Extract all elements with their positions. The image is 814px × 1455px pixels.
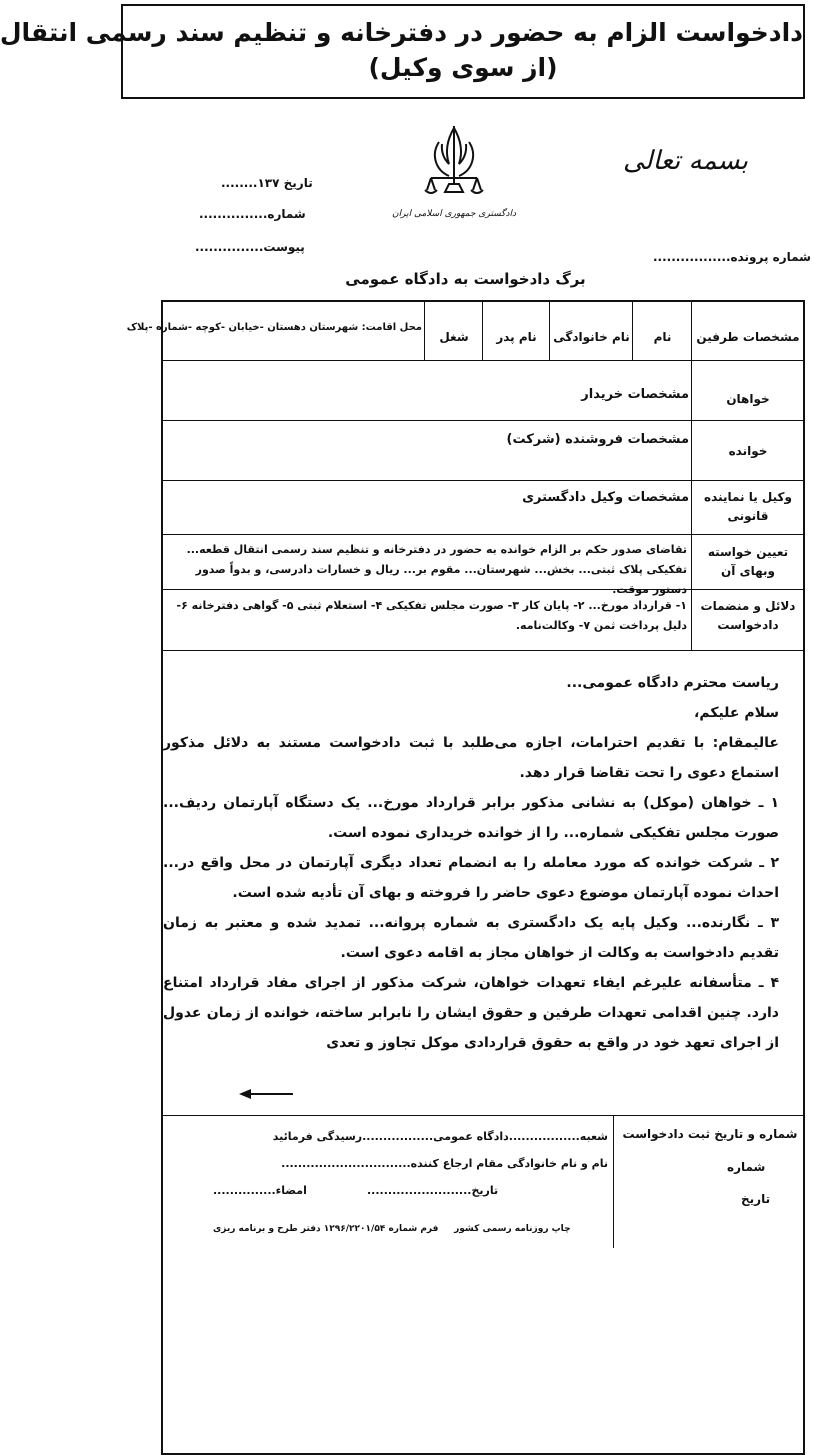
emblem-caption: دادگستری جمهوری اسلامی ایران [392,209,516,219]
divider [161,1115,805,1116]
footer-column-divider [613,1115,614,1248]
letter-paragraph: ۴ ـ متأسفانه علیرغم ایفاء تعهدات خواهان، شرکت مذکور از اجرای مفاد قرارداد امتناع دارد. چنین اقدامی تعهدات طرفین و حقوق ایشان را نابرابر ساخته، خوانده از زمان عدول از اجرای تعهد خود در واقع به حقوق قراردادی موکل تجاوز و تعدی [163,975,779,1051]
letter-paragraph: ۳ ـ نگارنده... وکیل پایه یک دادگستری به شماره پروانه... تمدید شده و معتبر به زمان تقدیم دادخواست به وکالت از خواهان مجاز به اقامه دعوی است. [163,915,779,961]
date-label: تاریخ [283,176,313,190]
header-residence: محل اقامت: شهرستان دهستان -خیابان -کوچه -شماره -پلاک [126,322,422,333]
row-lawyer-label: وکیل یا نماینده قانونی [704,490,792,523]
divider [549,300,550,360]
case-number-line: شماره پرونده................. [653,250,811,264]
row-lawyer-value: مشخصات وکیل دادگستری [522,490,689,505]
attachment-line: پیوست............... [195,240,305,254]
letter-paragraph: ۲ ـ شرکت خوانده که مورد معامله را به انضمام تعداد دیگری آپارتمان در محل واقع در... احداث نموده آپارتمان موضوع دعوی حاضر را فروخته و بهای آن تأدیه شده است. [163,855,779,901]
header-job: شغل [439,330,469,344]
row-plaintiff-value: مشخصات خریدار [581,387,689,402]
divider [424,300,425,360]
motto: بسمه تعالی [623,146,748,176]
iran-emblem-icon [392,120,516,235]
row-evidence-value: ۱- قرارداد مورخ... ۲- پایان کار ۳- صورت مجلس تفکیکی ۴- استعلام ثبتی ۵- گواهی دفترخانه ۶- دلیل پرداخت ثمن ۷- وکالت‌نامه. [176,599,687,632]
letter-paragraph: ۱ ـ خواهان (موکل) به نشانی مذکور برابر قرارداد مورخ... یک دستگاه آپارتمان ردیف... صورت مجلس تفکیکی شماره... را از خوانده خریداری نموده است. [163,795,779,841]
row-claim-value: تقاضای صدور حکم بر الزام خوانده به حضور در دفترخانه و تنظیم سند رسمی انتقال قطعه... تفکیکی پلاک ثبتی... بخش... شهرستان... مقوم بر... ریال و خسارات دادرسی، و بدواً صدور دستور موقت. [186,543,687,596]
form-title: برگ دادخواست به دادگاه عمومی [345,270,586,288]
footer-branch-line: شعبه.................دادگاه عمومی.................رسیدگی فرمائید [272,1130,608,1143]
printer-name: چاپ روزنامه رسمی کشور [454,1224,571,1234]
letter-salutation: ریاست محترم دادگاه عمومی... [566,675,779,691]
letter-paragraph: عالیمقام: با تقدیم احترامات، اجازه می‌طلبد با ثبت دادخواست مستند به دلائل مذکور استماع دعوی را تحت تقاضا قرار دهد. [163,735,779,781]
row-plaintiff-label: خواهان [726,392,770,406]
footer-sign-line: امضاء............... [213,1184,307,1197]
header-father: نام پدر [496,330,537,344]
footer-authority-line: نام و نام خانوادگی مقام ارجاع کننده............................... [281,1157,608,1170]
divider [482,300,483,360]
footer-print-info [213,1224,571,1234]
header-name: نام [653,330,672,344]
footer-date-label: تاریخ [741,1192,771,1206]
divider [161,360,805,361]
header-family: نام خانوادگی [553,330,630,344]
divider [161,650,805,651]
footer-registration-label: شماره و تاریخ ثبت دادخواست [622,1127,798,1141]
divider [161,534,805,535]
petition-letter [163,668,779,1058]
footer-number-label: شماره [727,1160,766,1174]
row-evidence-label: دلائل و منضمات دادخواست [700,599,796,632]
label-column-divider [691,300,692,650]
title-box [0,4,805,99]
header-parties: مشخصات طرفین [696,330,800,344]
divider [161,420,805,421]
row-defendant-value: مشخصات فروشنده (شرکت) [506,432,689,447]
row-defendant-label: خوانده [728,444,768,458]
letter-greeting: سلام علیکم، [694,705,779,721]
row-claim-label: تعیین خواسته وبهای آن [707,545,789,578]
divider [161,480,805,481]
footer-date-line: تاریخ......................... [367,1184,499,1197]
continue-arrow-icon [239,1088,294,1100]
document-subtitle: (از سوی وکیل) [368,53,558,82]
document-title: دادخواست الزام به حضور در دفترخانه و تنظیم سند رسمی انتقال [0,18,803,47]
date-line [221,176,313,190]
form-number: فرم شماره ۱۲۹۶/۲۲۰۱/۵۴ دفتر طرح و برنامه ریزی [213,1224,439,1234]
number-line: شماره............... [199,207,306,221]
divider [632,300,633,360]
date-value: ۱۳۷........ [221,176,280,190]
